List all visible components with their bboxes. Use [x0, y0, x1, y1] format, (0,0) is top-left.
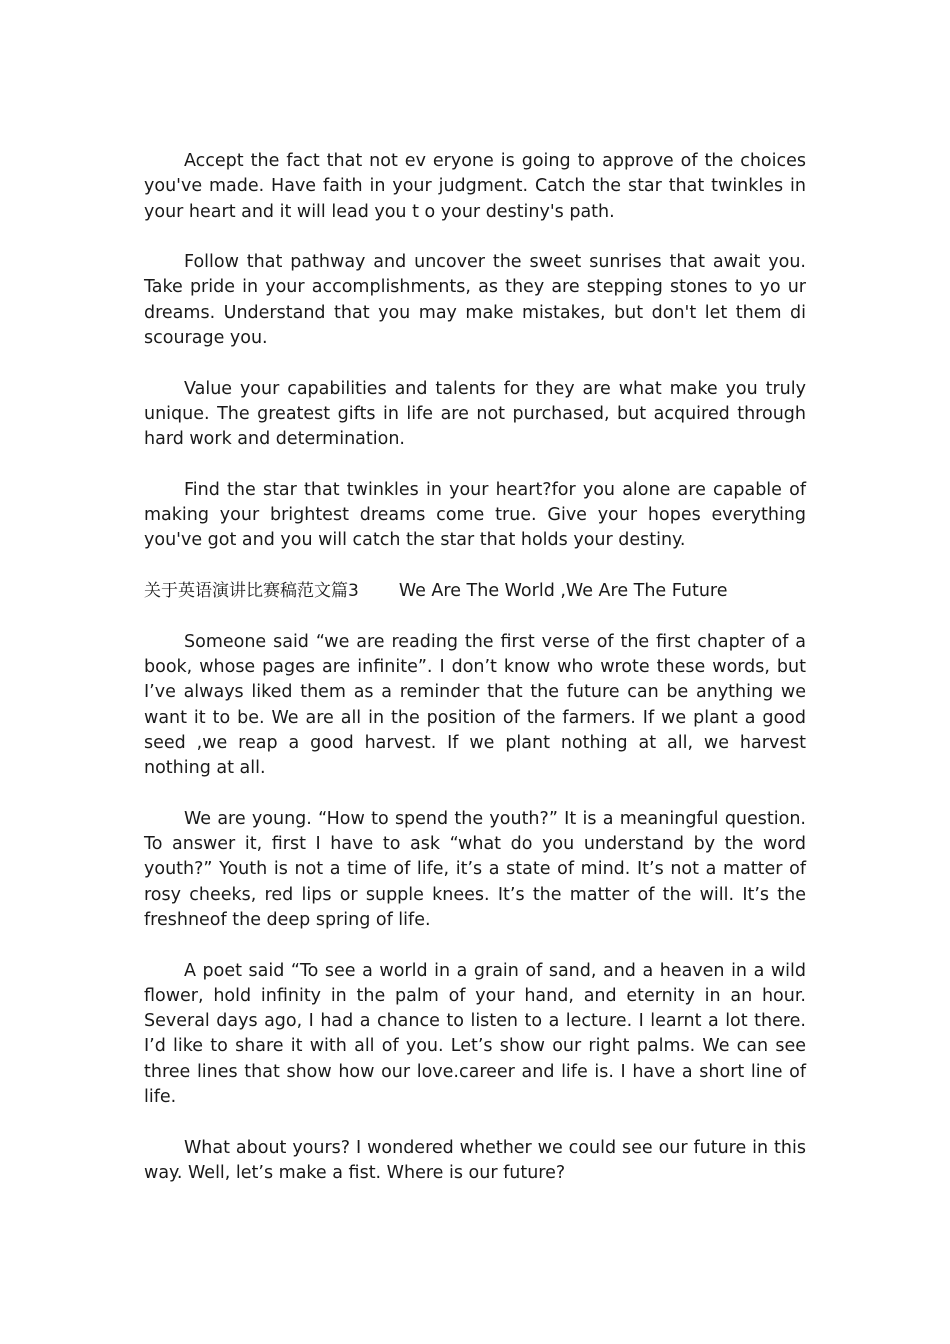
section-title: We Are The World ,We Are The Future: [398, 581, 728, 602]
paragraph-pathway: Follow that pathway and uncover the sweet sunrises that await you. Take pride in your accomplishments, as they are stepping stones to yo ur dreams. Understand that you may make mistakes, but don't let them di scourage you.: [144, 252, 806, 349]
paragraph-accept: Accept the fact that not ev eryone is going to approve of the choices you've made. Have faith in your judgment. Catch the star that twinkles in your heart and it will lead you t o your destiny's path.: [144, 151, 806, 222]
paragraph-find-star: Find the star that twinkles in your heart?for you alone are capable of making your brightest dreams come true. Give your hopes everything you've got and you will catch the star that holds your destiny.: [144, 479, 806, 551]
paragraph-someone-said: Someone said “we are reading the first verse of the first chapter of a book, whose pages are infinite”. I don’t know who wrote these words, but I’ve always liked them as a reminder that the future can be anything we want it to be. We are all in the position of the farmers. If we plant a good seed ,we reap a good harvest. If we plant nothing at all, we harvest nothing at all.: [144, 631, 806, 779]
section-heading: [144, 579, 806, 604]
document-page: [144, 149, 806, 1186]
paragraph-capabilities: Value your capabilities and talents for they are what make you truly unique. The greatest gifts in life are not purchased, but acquired through hard work and determination.: [144, 378, 806, 450]
paragraph-what-about-yours: What about yours? I wondered whether we could see our future in this way. Well, let’s make a fist. Where is our future?: [144, 1137, 806, 1183]
paragraph-poet-said: A poet said “To see a world in a grain of sand, and a heaven in a wild flower, hold infinity in the palm of your hand, and eternity in an hour. Several days ago, I had a chance to listen to a lecture. I learnt a lot there. I’d like to share it with all of you. Let’s show our right palms. We can see three lines that show how our love.career and life is. I have a short line of life.: [144, 960, 806, 1107]
paragraph-we-are-young: We are young. “How to spend the youth?” It is a meaningful question. To answer it, first I have to ask “what do you understand by the word youth?” Youth is not a time of life, it’s a state of mind. It’s not a matter of rosy cheeks, red lips or supple knees. It’s the matter of the will. It’s the freshneof the deep spring of life.: [144, 808, 806, 930]
section-label: 关于英语演讲比赛稿范文篇3: [144, 581, 359, 602]
